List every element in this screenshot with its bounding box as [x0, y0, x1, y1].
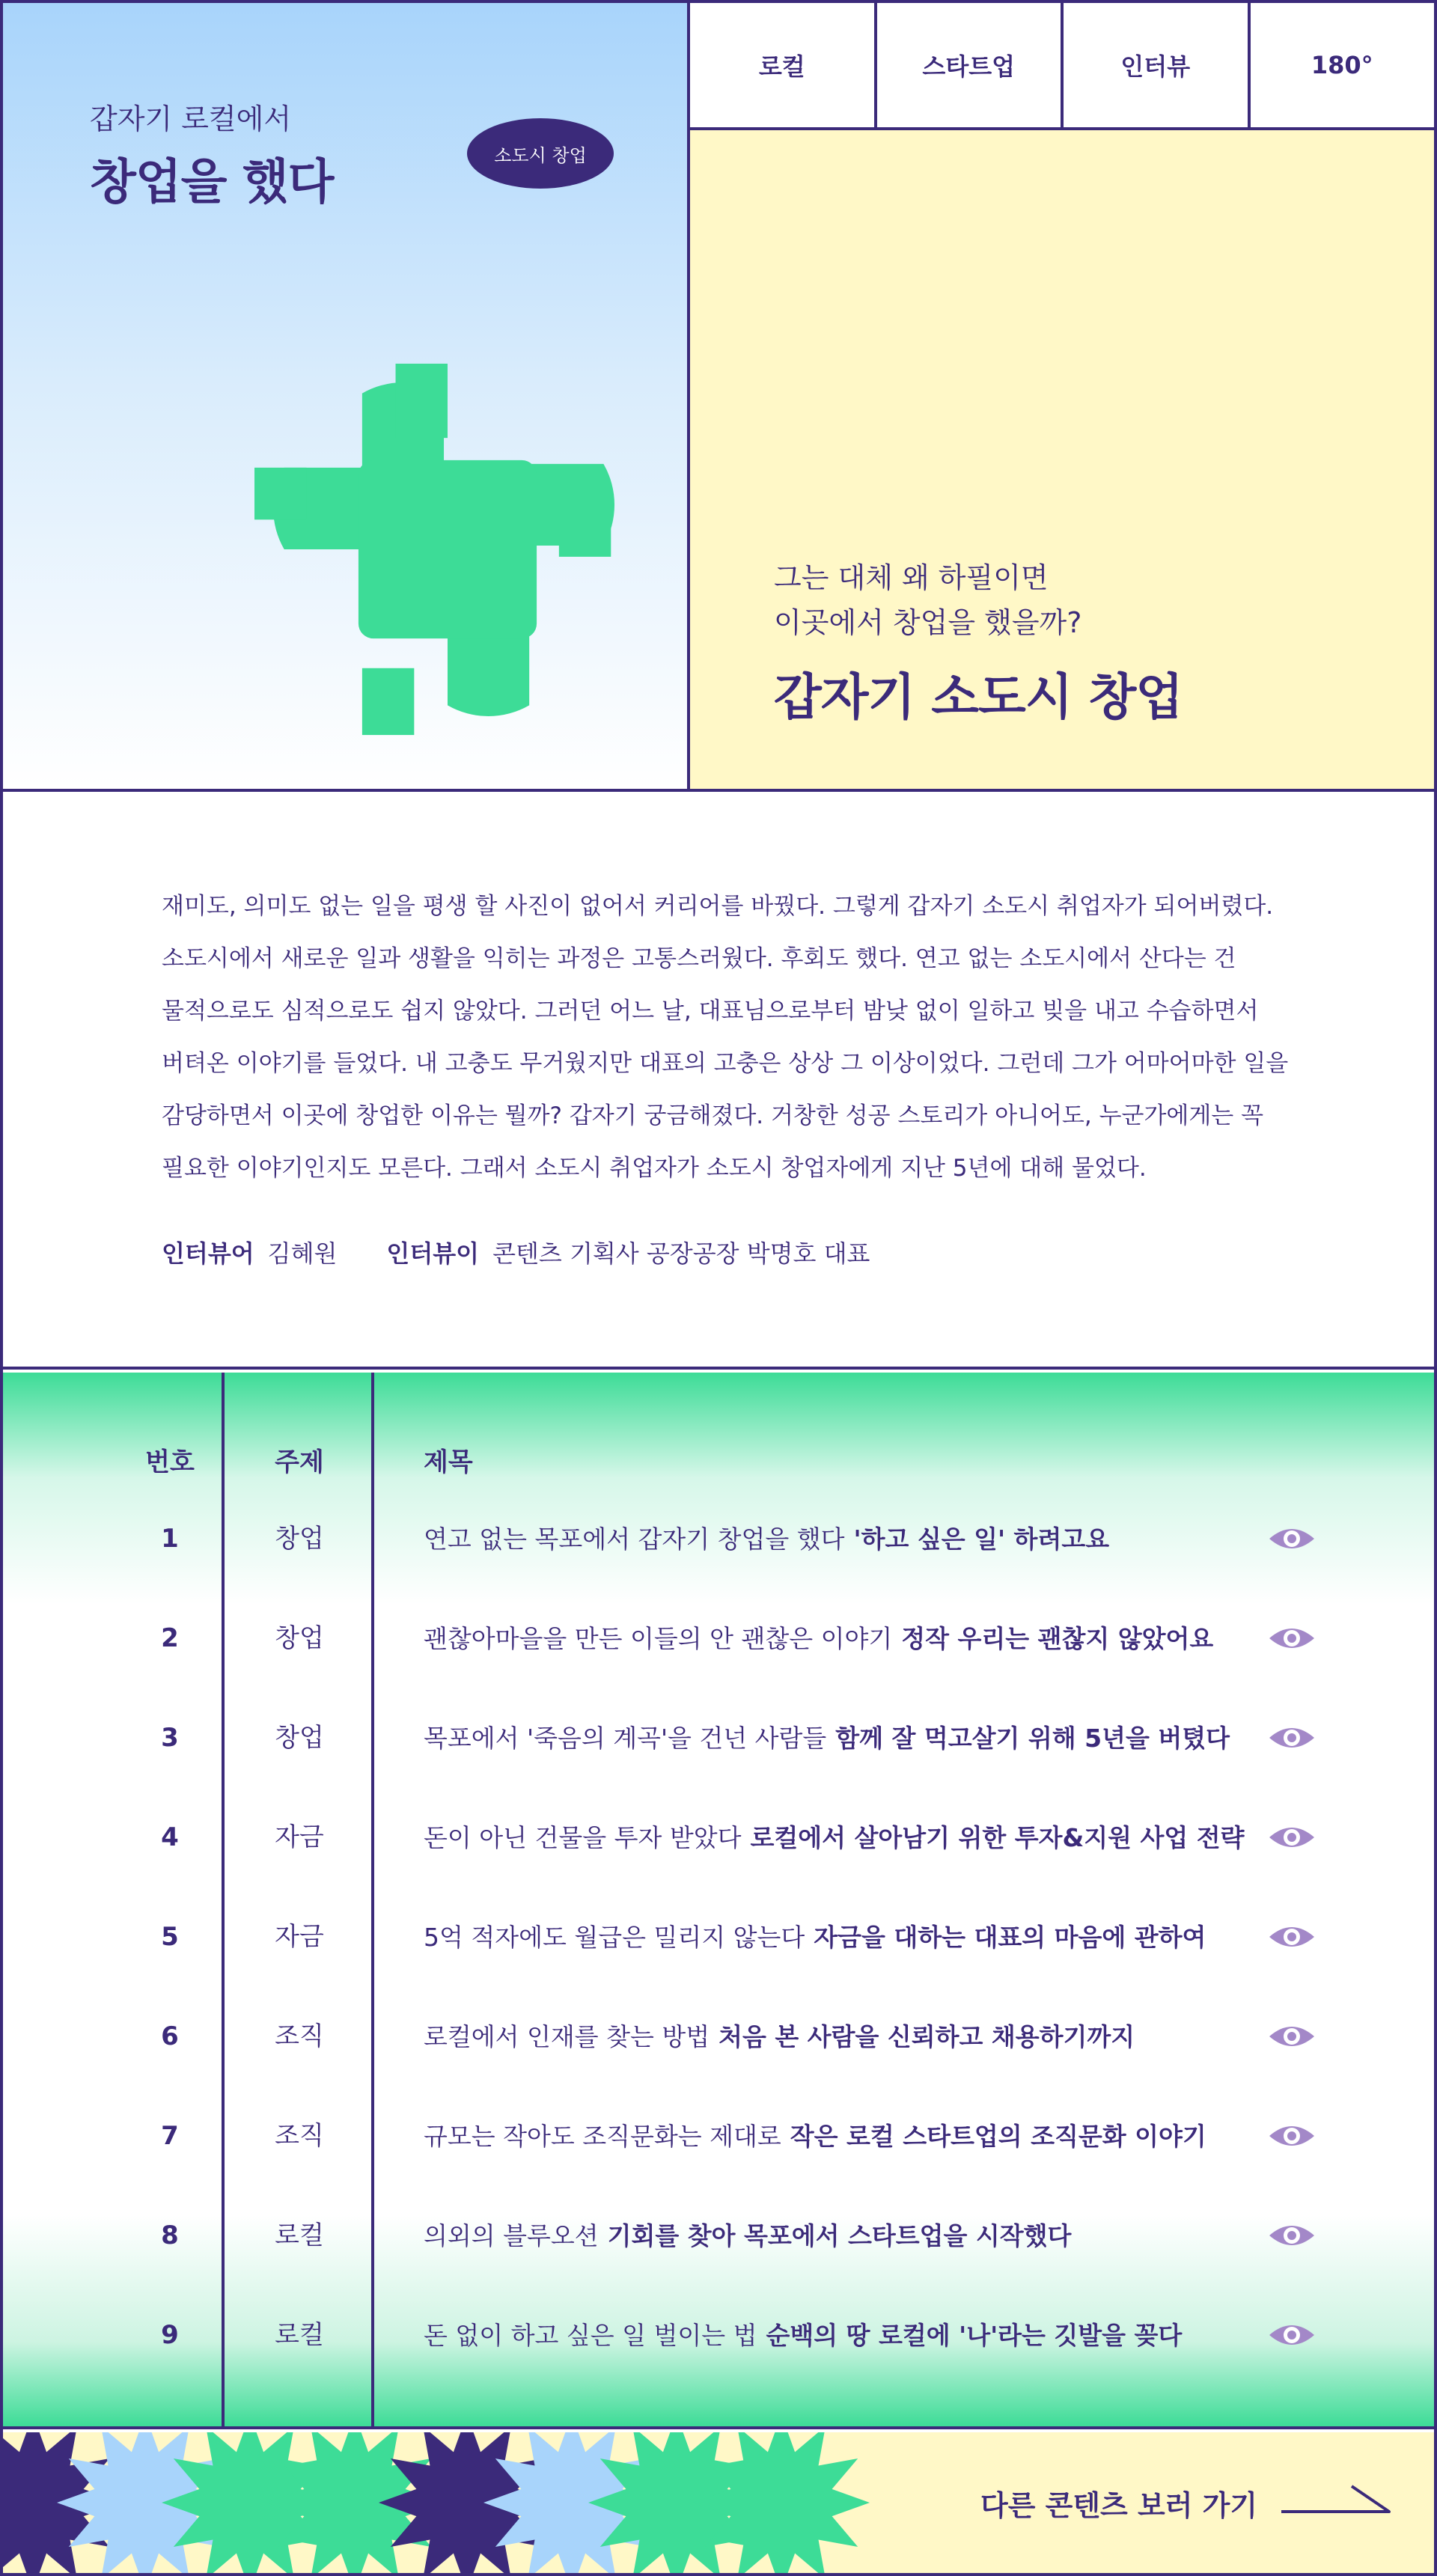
row-number: 3 — [161, 1723, 179, 1753]
interviewer-name: 김혜원 — [267, 1239, 338, 1268]
row-title-text: 돈 없이 하고 싶은 일 벌이는 법 — [424, 2321, 757, 2350]
row-topic: 자금 — [275, 1922, 324, 1952]
row-title-highlight: 자금을 대하는 대표의 마음에 관하여 — [814, 1923, 1206, 1952]
row-topic: 자금 — [275, 1822, 324, 1852]
interviewer-label: 인터뷰어 — [162, 1239, 254, 1268]
row-title[interactable] — [424, 2087, 1206, 2186]
list-row[interactable] — [3, 1788, 1434, 1887]
intro-line: 버텨온 이야기를 들었다. 내 고충도 무거웠지만 대표의 고충은 상상 그 이상이었다. 그런데 그가 어마어마한 일을 — [162, 1050, 1289, 1077]
tab-local[interactable]: 로컬 — [690, 3, 877, 127]
row-topic: 창업 — [275, 1723, 324, 1753]
tab-startup[interactable]: 스타트업 — [877, 3, 1064, 127]
interviewee-label: 인터뷰이 — [386, 1239, 480, 1268]
arrow-right-icon[interactable] — [1280, 2482, 1392, 2524]
intro-line: 필요한 이야기인지도 모른다. 그래서 소도시 취업자가 소도시 창업자에게 지난 5년에 대해 물었다. — [162, 1155, 1147, 1182]
eye-icon[interactable] — [1268, 2221, 1316, 2250]
row-number: 7 — [161, 2121, 179, 2151]
row-title[interactable] — [424, 2286, 1182, 2385]
burst-shape — [693, 2432, 870, 2573]
eye-icon[interactable] — [1268, 1822, 1316, 1852]
row-title-highlight: 정작 우리는 괜찮지 않았어요 — [901, 1624, 1214, 1653]
row-number: 4 — [161, 1822, 179, 1852]
row-title-highlight: 작은 로컬 스타트업의 조직문화 이야기 — [790, 2122, 1206, 2151]
row-title-text: 5억 적자에도 월급은 밀리지 않는다 — [424, 1923, 805, 1952]
row-title[interactable] — [424, 1688, 1230, 1788]
row-topic: 로컬 — [275, 2221, 324, 2250]
tab-180[interactable]: 180° — [1311, 51, 1373, 79]
row-title-text: 목포에서 '죽음의 계곡'을 건넌 사람들 — [424, 1724, 827, 1753]
interviewee-name: 콘텐츠 기획사 공장공장 박명호 대표 — [492, 1239, 870, 1268]
row-number: 1 — [161, 1524, 179, 1554]
row-title-text: 규모는 작아도 조직문화는 제대로 — [424, 2122, 781, 2151]
hero-right-panel — [690, 3, 1434, 789]
hero-left-panel — [3, 3, 690, 789]
row-topic: 조직 — [275, 2121, 324, 2151]
intro-section — [3, 795, 1434, 1370]
row-number: 8 — [161, 2221, 179, 2250]
row-title-highlight: 순백의 땅 로컬에 '나'라는 깃발을 꽂다 — [766, 2321, 1183, 2350]
hero-question — [774, 555, 1081, 645]
row-topic: 로컬 — [275, 2320, 324, 2350]
row-title-highlight: 처음 본 사람을 신뢰하고 채용하기까지 — [718, 2022, 1135, 2051]
row-topic: 창업 — [275, 1524, 324, 1554]
row-title-text: 돈이 아닌 건물을 투자 받았다 — [424, 1823, 742, 1852]
hero-title: 창업을 했다 — [90, 155, 334, 210]
row-title-text: 로컬에서 인재를 찾는 방법 — [424, 2022, 710, 2051]
eye-icon[interactable] — [1268, 2121, 1316, 2151]
intro-line: 재미도, 의미도 없는 일을 평생 할 사진이 없어서 커리어를 바꿨다. 그렇게 갑자기 소도시 취업자가 되어버렸다. — [162, 893, 1274, 920]
row-title[interactable] — [424, 1788, 1245, 1887]
decorative-burst-pattern — [3, 2432, 871, 2573]
row-number: 2 — [161, 1623, 179, 1653]
list-row[interactable] — [3, 1688, 1434, 1788]
list-row[interactable] — [3, 2087, 1434, 2186]
pinwheel-logo-icon — [254, 356, 641, 742]
header-title: 제목 — [424, 1447, 473, 1477]
intro-line: 소도시에서 새로운 일과 생활을 익히는 과정은 고통스러웠다. 후회도 했다. 연고 없는 소도시에서 산다는 건 — [162, 945, 1236, 972]
category-badge: 소도시 창업 — [467, 118, 614, 189]
row-number: 6 — [161, 2021, 179, 2051]
row-title-highlight: 로컬에서 살아남기 위한 투자&지원 사업 전략 — [750, 1823, 1245, 1852]
row-title[interactable] — [424, 1489, 1109, 1589]
hero-main-title: 갑자기 소도시 창업 — [774, 668, 1183, 726]
eye-icon[interactable] — [1268, 1623, 1316, 1653]
list-row[interactable] — [3, 1589, 1434, 1688]
row-number: 9 — [161, 2320, 179, 2350]
list-row[interactable] — [3, 2286, 1434, 2385]
row-title[interactable] — [424, 1589, 1213, 1688]
episode-list — [3, 1373, 1434, 2429]
row-number: 5 — [161, 1922, 179, 1952]
row-title-text: 의외의 블루오션 — [424, 2221, 599, 2250]
eye-icon[interactable] — [1268, 2320, 1316, 2350]
row-title[interactable] — [424, 2186, 1071, 2286]
footer — [3, 2432, 1434, 2573]
more-content-link[interactable]: 다른 콘텐츠 보러 가기 — [980, 2488, 1258, 2522]
row-title-highlight: 함께 잘 먹고살기 위해 5년을 버텼다 — [835, 1724, 1230, 1753]
list-row[interactable] — [3, 1987, 1434, 2087]
intro-line: 감당하면서 이곳에 창업한 이유는 뭘까? 갑자기 궁금해졌다. 거창한 성공 스토리가 아니어도, 누군가에게는 꼭 — [162, 1102, 1264, 1129]
intro-line: 물적으로도 심적으로도 쉽지 않았다. 그러던 어느 날, 대표님으로부터 밤낮 없이 일하고 빚을 내고 수습하면서 — [162, 998, 1259, 1025]
row-topic: 조직 — [275, 2021, 324, 2051]
hero-question-line-1: 그는 대체 왜 하필이면 — [774, 561, 1049, 594]
row-topic: 창업 — [275, 1623, 324, 1653]
tab-interview[interactable]: 인터뷰 — [1064, 3, 1251, 127]
eye-icon[interactable] — [1268, 1524, 1316, 1554]
hero-question-line-2: 이곳에서 창업을 했을까? — [774, 606, 1082, 639]
list-row[interactable] — [3, 1489, 1434, 1589]
category-tabs — [690, 3, 1434, 130]
eye-icon[interactable] — [1268, 1723, 1316, 1753]
row-title-highlight: '하고 싶은 일' 하려고요 — [853, 1524, 1110, 1554]
hero-subtitle: 갑자기 로컬에서 — [90, 103, 292, 135]
row-title-highlight: 기회를 찾아 목포에서 스타트업을 시작했다 — [607, 2221, 1072, 2250]
row-title-text: 연고 없는 목포에서 갑자기 창업을 했다 — [424, 1524, 845, 1554]
header-number: 번호 — [145, 1447, 195, 1477]
hero-section — [3, 3, 1434, 792]
eye-icon[interactable] — [1268, 1922, 1316, 1952]
header-topic: 주제 — [275, 1447, 324, 1477]
list-row[interactable] — [3, 1887, 1434, 1987]
intro-paragraph — [162, 880, 1299, 1194]
row-title[interactable] — [424, 1887, 1206, 1987]
list-row[interactable] — [3, 2186, 1434, 2286]
row-title-text: 괜찮아마을을 만든 이들의 안 괜찮은 이야기 — [424, 1624, 893, 1653]
row-title[interactable] — [424, 1987, 1135, 2087]
eye-icon[interactable] — [1268, 2021, 1316, 2051]
interview-credits — [162, 1235, 870, 1269]
